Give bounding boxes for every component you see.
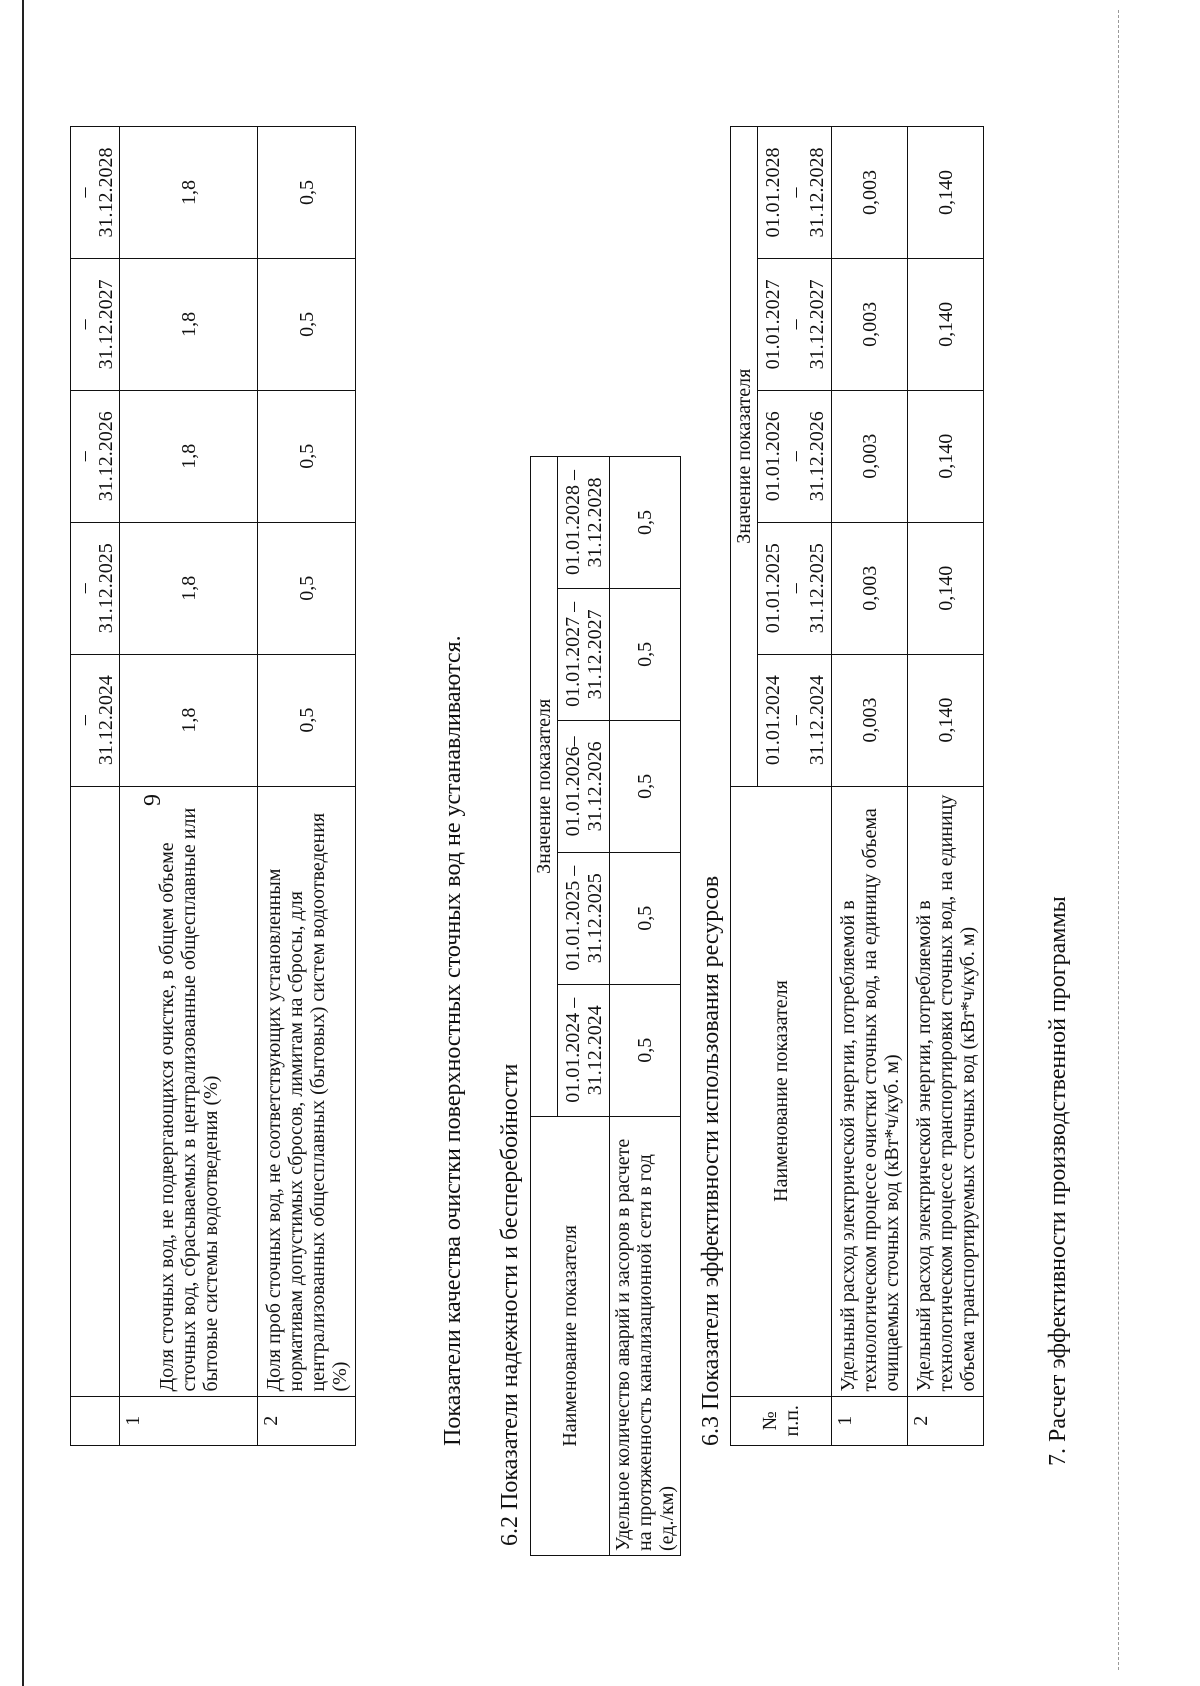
indicator-value: 0,5 — [610, 852, 681, 984]
indicator-value: 0,003 — [832, 258, 908, 390]
resource-efficiency-table — [730, 126, 984, 1446]
indicator-name: Удельный расход электрической энергии, потребляемой в технологическом процессе очистки сточных вод, на единицу объема очищаемых сточных вод (кВт*ч/куб. м) — [832, 786, 908, 1396]
indicator-value: 1,8 — [120, 390, 258, 522]
value-group-header: Значение показателя — [731, 127, 758, 787]
indicator-value: 0,5 — [610, 984, 681, 1116]
table-row — [258, 127, 356, 1446]
page-number: 9 — [140, 794, 166, 806]
indicator-name: Доля сточных вод, не подвергающихся очистке, в общем объеме сточных вод, сбрасываемых в централизованные общесплавные или бытовые системы водоотведения (%) — [120, 786, 258, 1396]
value-group-header: Значение показателя — [531, 457, 558, 1117]
reliability-table — [530, 456, 681, 1556]
table-header-row — [531, 457, 558, 1556]
section-7-title: 7. Расчет эффективности производственной программы — [1045, 896, 1071, 1466]
indicator-value: 0,003 — [832, 127, 908, 259]
table-row — [610, 457, 681, 1556]
year-header: – 31.12.2028 — [71, 127, 120, 259]
indicator-value: 1,8 — [120, 654, 258, 786]
indicator-value: 0,5 — [258, 522, 356, 654]
table-row — [908, 127, 984, 1446]
year-header: – 31.12.2024 — [71, 654, 120, 786]
table-header-row — [71, 127, 120, 1446]
indicator-name: Доля проб сточных вод, не соответствующих установленным нормативам допустимых сбросов, лимитам на сбросы, для централизованных общесплавных (бытовых) систем водоотведения (%) — [258, 786, 356, 1396]
indicator-name-header: Наименование показателя — [531, 1116, 610, 1555]
indicator-value: 1,8 — [120, 522, 258, 654]
wastewater-quality-table — [70, 126, 356, 1446]
section-6-2-title: 6.2 Показатели надежности и бесперебойности — [497, 1063, 523, 1546]
indicator-value: 0,003 — [832, 522, 908, 654]
year-header: – 31.12.2025 — [71, 522, 120, 654]
table-row — [120, 127, 258, 1446]
period-header: 01.01.2025 – 31.12.2025 — [758, 522, 832, 654]
period-header: 01.01.2026 – 31.12.2026 — [758, 390, 832, 522]
period-header: 01.01.2028 – 31.12.2028 — [558, 457, 610, 589]
indicator-value: 0,5 — [258, 258, 356, 390]
indicator-value: 1,8 — [120, 127, 258, 259]
indicator-name: Удельное количество аварий и засоров в расчете на протяженность канализационной сети в год (ед./км) — [610, 1116, 681, 1555]
period-header: 01.01.2026– 31.12.2026 — [558, 720, 610, 852]
year-header: – 31.12.2027 — [71, 258, 120, 390]
indicator-value: 0,5 — [610, 720, 681, 852]
period-header: 01.01.2027 – 31.12.2027 — [558, 588, 610, 720]
indicator-value: 0,140 — [908, 390, 984, 522]
period-header: 01.01.2028 – 31.12.2028 — [758, 127, 832, 259]
period-header: 01.01.2027 – 31.12.2027 — [758, 258, 832, 390]
indicator-value: 0,5 — [610, 588, 681, 720]
row-number: 2 — [258, 1396, 356, 1445]
indicator-value: 0,003 — [832, 390, 908, 522]
indicator-value: 1,8 — [120, 258, 258, 390]
row-number: 1 — [832, 1396, 908, 1445]
indicator-name-header: Наименование показателя — [731, 786, 832, 1396]
period-header: 01.01.2025 – 31.12.2025 — [558, 852, 610, 984]
indicator-value: 0,5 — [258, 127, 356, 259]
row-number: 2 — [908, 1396, 984, 1445]
surface-water-note: Показатели качества очистки поверхностных сточных вод не устанавливаются. — [440, 635, 466, 1446]
period-header: 01.01.2024 – 31.12.2024 — [558, 984, 610, 1116]
period-header: 01.01.2024 – 31.12.2024 — [758, 654, 832, 786]
year-header: – 31.12.2026 — [71, 390, 120, 522]
indicator-value: 0,140 — [908, 127, 984, 259]
section-6-3-title: 6.3 Показатели эффективности использования ресурсов — [698, 875, 724, 1446]
table-row — [832, 127, 908, 1446]
indicator-value: 0,140 — [908, 522, 984, 654]
indicator-value: 0,5 — [258, 390, 356, 522]
row-number: 1 — [120, 1396, 258, 1445]
number-header: № п.п. — [731, 1396, 832, 1445]
indicator-value: 0,140 — [908, 258, 984, 390]
indicator-value: 0,5 — [258, 654, 356, 786]
table-header-row — [731, 127, 758, 1446]
indicator-name: Удельный расход электрической энергии, потребляемой в технологическом процессе транспортировки сточных вод, на единицу объема транспортируемых сточных вод (кВт*ч/куб. м) — [908, 786, 984, 1396]
indicator-value: 0,140 — [908, 654, 984, 786]
indicator-value: 0,5 — [610, 457, 681, 589]
indicator-value: 0,003 — [832, 654, 908, 786]
